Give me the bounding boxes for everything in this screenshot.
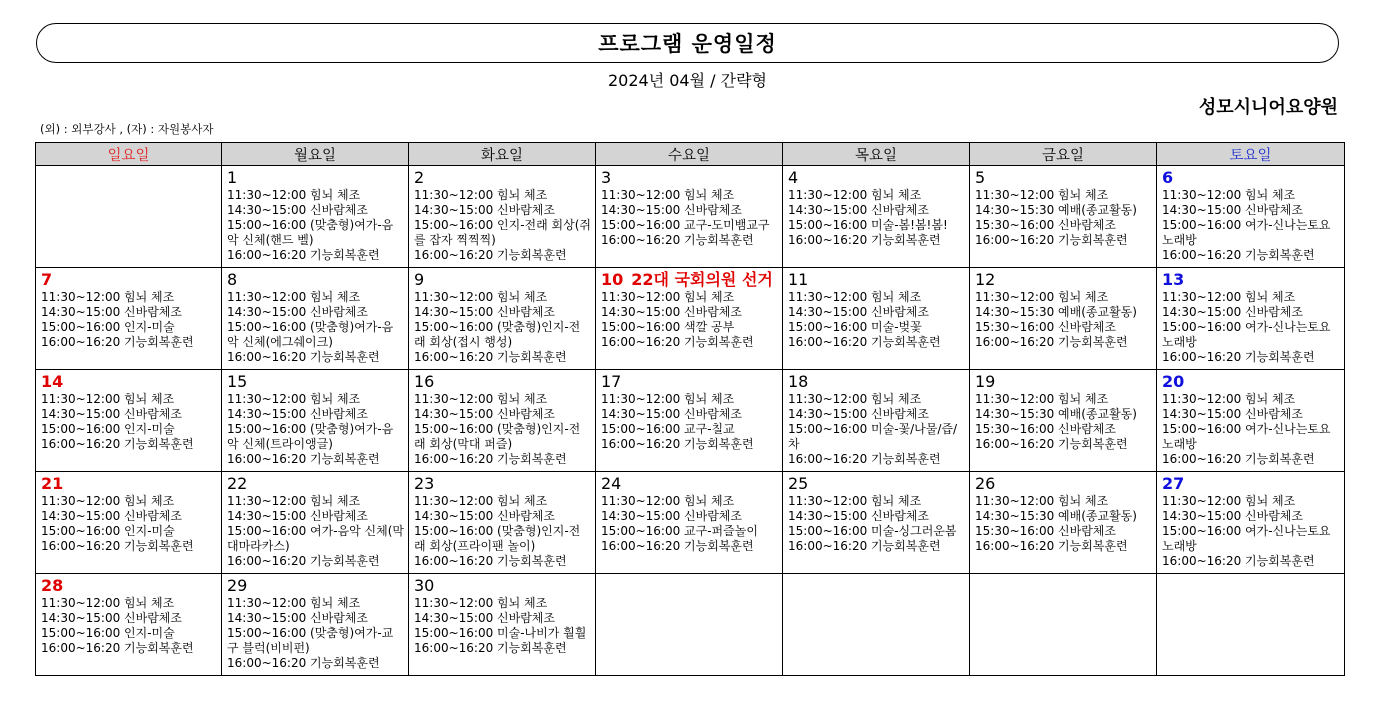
event-item: 14:30~15:00 신바람체조	[41, 305, 182, 319]
event-item: 16:00~16:20 기능회복훈련	[788, 539, 941, 553]
event-item: 14:30~15:00 신바람체조	[601, 407, 742, 421]
event-item: 14:30~15:30 예배(종교활동)	[975, 203, 1137, 217]
event-item: 14:30~15:30 예배(종교활동)	[975, 407, 1137, 421]
day-cell	[36, 166, 222, 268]
event-item: 16:00~16:20 기능회복훈련	[601, 539, 754, 553]
event-item: 14:30~15:00 신바람체조	[227, 407, 368, 421]
event-item: 11:30~12:00 힘뇌 체조	[414, 494, 548, 508]
day-number: 2	[414, 168, 425, 187]
event-item: 16:00~16:20 기능회복훈련	[41, 539, 194, 553]
event-item: 15:00~16:00 여가-신나는토요노래방	[1162, 218, 1331, 247]
event-item: 16:00~16:20 기능회복훈련	[227, 248, 380, 262]
event-item: 15:00~16:00 인지-미술	[41, 626, 175, 640]
event-item: 16:00~16:20 기능회복훈련	[975, 437, 1128, 451]
event-list	[227, 188, 404, 263]
event-item: 11:30~12:00 힘뇌 체조	[788, 392, 922, 406]
event-item: 15:00~16:00 교구-칠교	[601, 422, 735, 436]
day-number: 15	[227, 372, 248, 391]
event-item: 15:00~16:00 인지-미술	[41, 320, 175, 334]
event-item: 16:00~16:20 기능회복훈련	[1162, 452, 1315, 466]
event-list	[788, 494, 965, 554]
day-cell	[596, 574, 783, 676]
day-cell	[1157, 166, 1345, 268]
event-item: 14:30~15:00 신바람체조	[414, 305, 555, 319]
event-list	[1162, 188, 1340, 263]
day-cell	[596, 166, 783, 268]
event-list	[601, 290, 778, 350]
event-list	[41, 290, 217, 350]
event-item: 16:00~16:20 기능회복훈련	[41, 335, 194, 349]
day-cell	[596, 268, 783, 370]
day-cell	[783, 268, 970, 370]
event-item: 15:00~16:00 인지-미술	[41, 524, 175, 538]
weekday-header: 토요일	[1157, 143, 1345, 166]
day-number: 22	[227, 474, 248, 493]
event-list	[414, 494, 591, 569]
day-number: 18	[788, 372, 809, 391]
event-item: 11:30~12:00 힘뇌 체조	[601, 290, 735, 304]
day-cell	[36, 268, 222, 370]
day-number: 24	[601, 474, 622, 493]
event-item: 11:30~12:00 힘뇌 체조	[227, 188, 361, 202]
event-item: 16:00~16:20 기능회복훈련	[601, 233, 754, 247]
event-item: 15:00~16:00 미술-나비가 훨훨	[414, 626, 587, 640]
day-number: 28	[41, 576, 64, 595]
day-cell	[36, 574, 222, 676]
day-cell	[1157, 472, 1345, 574]
weekday-header: 목요일	[783, 143, 970, 166]
event-item: 16:00~16:20 기능회복훈련	[227, 452, 380, 466]
weekday-header-row	[36, 143, 1345, 166]
event-item: 14:30~15:00 신바람체조	[227, 203, 368, 217]
day-number: 10	[601, 270, 624, 289]
event-item: 15:00~16:00 교구-퍼즐놀이	[601, 524, 758, 538]
day-number: 17	[601, 372, 622, 391]
day-number: 1	[227, 168, 238, 187]
event-list	[227, 392, 404, 467]
event-item: 14:30~15:00 신바람체조	[788, 203, 929, 217]
event-list	[227, 596, 404, 671]
event-item: 14:30~15:00 신바람체조	[788, 509, 929, 523]
event-list	[414, 290, 591, 365]
event-item: 14:30~15:00 신바람체조	[414, 611, 555, 625]
event-item: 14:30~15:00 신바람체조	[41, 509, 182, 523]
day-cell	[409, 472, 596, 574]
day-cell	[1157, 574, 1345, 676]
event-item: 16:00~16:20 기능회복훈련	[788, 335, 941, 349]
day-cell	[970, 370, 1157, 472]
event-item: 15:30~16:00 신바람체조	[975, 524, 1116, 538]
day-cell	[596, 370, 783, 472]
event-item: 11:30~12:00 힘뇌 체조	[1162, 494, 1296, 508]
day-cell	[970, 166, 1157, 268]
day-cell	[409, 268, 596, 370]
event-item: 16:00~16:20 기능회복훈련	[788, 452, 941, 466]
event-item: 16:00~16:20 기능회복훈련	[975, 335, 1128, 349]
event-item: 11:30~12:00 힘뇌 체조	[601, 494, 735, 508]
day-cell	[222, 166, 409, 268]
event-list	[1162, 290, 1340, 365]
day-number: 11	[788, 270, 809, 289]
weekday-header: 금요일	[970, 143, 1157, 166]
week-row	[36, 472, 1345, 574]
event-list	[227, 494, 404, 569]
legend-note: (외) : 외부강사 , (자) : 자원봉사자	[40, 122, 214, 136]
day-cell	[222, 370, 409, 472]
event-item: 14:30~15:00 신바람체조	[601, 509, 742, 523]
week-row	[36, 370, 1345, 472]
day-cell	[1157, 268, 1345, 370]
event-list	[788, 392, 965, 467]
event-item: 11:30~12:00 힘뇌 체조	[227, 290, 361, 304]
weekday-header: 수요일	[596, 143, 783, 166]
event-item: 11:30~12:00 힘뇌 체조	[975, 392, 1109, 406]
day-cell	[1157, 370, 1345, 472]
event-list	[601, 494, 778, 554]
event-item: 11:30~12:00 힘뇌 체조	[601, 188, 735, 202]
day-number: 27	[1162, 474, 1185, 493]
day-number: 25	[788, 474, 809, 493]
event-item: 14:30~15:00 신바람체조	[788, 305, 929, 319]
event-item: 11:30~12:00 힘뇌 체조	[788, 188, 922, 202]
event-item: 14:30~15:30 예배(종교활동)	[975, 305, 1137, 319]
holiday-label: 22대 국회의원 선거	[631, 270, 773, 289]
event-item: 14:30~15:00 신바람체조	[227, 509, 368, 523]
event-item: 11:30~12:00 힘뇌 체조	[975, 290, 1109, 304]
day-number: 30	[414, 576, 435, 595]
event-list	[414, 392, 591, 467]
event-item: 16:00~16:20 기능회복훈련	[227, 350, 380, 364]
event-list	[227, 290, 404, 365]
day-number: 9	[414, 270, 425, 289]
event-item: 16:00~16:20 기능회복훈련	[227, 656, 380, 670]
event-item: 11:30~12:00 힘뇌 체조	[41, 494, 175, 508]
event-item: 15:00~16:00 미술-싱그러운봄	[788, 524, 957, 538]
event-item: 16:00~16:20 기능회복훈련	[41, 437, 194, 451]
day-number: 5	[975, 168, 986, 187]
event-item: 11:30~12:00 힘뇌 체조	[788, 494, 922, 508]
day-cell	[783, 370, 970, 472]
event-item: 14:30~15:00 신바람체조	[414, 407, 555, 421]
event-item: 11:30~12:00 힘뇌 체조	[1162, 290, 1296, 304]
event-item: 15:00~16:00 여가-음악 신체(막대마라카스)	[227, 524, 405, 553]
event-list	[1162, 494, 1340, 569]
event-list	[1162, 392, 1340, 467]
day-number: 13	[1162, 270, 1185, 289]
day-cell	[409, 370, 596, 472]
event-item: 14:30~15:00 신바람체조	[227, 305, 368, 319]
event-list	[975, 290, 1152, 350]
event-item: 11:30~12:00 힘뇌 체조	[414, 188, 548, 202]
day-number: 8	[227, 270, 238, 289]
event-list	[41, 494, 217, 554]
weekday-header: 화요일	[409, 143, 596, 166]
day-number: 16	[414, 372, 435, 391]
day-cell	[36, 370, 222, 472]
day-number: 29	[227, 576, 248, 595]
weekday-header: 월요일	[222, 143, 409, 166]
event-item: 11:30~12:00 힘뇌 체조	[41, 392, 175, 406]
day-cell	[970, 472, 1157, 574]
event-item: 16:00~16:20 기능회복훈련	[414, 452, 567, 466]
day-cell	[783, 166, 970, 268]
event-item: 15:00~16:00 (맞춤형)인지-전래 회상(막대 퍼즐)	[414, 422, 581, 451]
page-title: 프로그램 운영일정	[598, 32, 777, 56]
event-item: 14:30~15:00 신바람체조	[601, 203, 742, 217]
event-list	[414, 596, 591, 656]
event-item: 11:30~12:00 힘뇌 체조	[788, 290, 922, 304]
event-item: 16:00~16:20 기능회복훈련	[788, 233, 941, 247]
event-item: 14:30~15:00 신바람체조	[1162, 305, 1303, 319]
event-item: 16:00~16:20 기능회복훈련	[414, 554, 567, 568]
event-item: 15:00~16:00 인지-전래 회상(쥐를 잡자 찍찍찍)	[414, 218, 592, 247]
event-item: 15:00~16:00 인지-미술	[41, 422, 175, 436]
day-cell	[596, 472, 783, 574]
day-number: 20	[1162, 372, 1185, 391]
event-item: 11:30~12:00 힘뇌 체조	[227, 596, 361, 610]
event-item: 15:30~16:00 신바람체조	[975, 218, 1116, 232]
event-item: 16:00~16:20 기능회복훈련	[414, 248, 567, 262]
event-item: 16:00~16:20 기능회복훈련	[414, 641, 567, 655]
day-cell	[783, 472, 970, 574]
day-cell	[222, 268, 409, 370]
event-list	[601, 188, 778, 248]
day-number: 3	[601, 168, 612, 187]
event-item: 11:30~12:00 힘뇌 체조	[414, 290, 548, 304]
event-item: 15:00~16:00 미술-벚꽃	[788, 320, 922, 334]
event-item: 15:00~16:00 여가-신나는토요노래방	[1162, 524, 1331, 553]
day-cell	[970, 268, 1157, 370]
event-list	[601, 392, 778, 452]
event-item: 14:30~15:00 신바람체조	[788, 407, 929, 421]
event-item: 16:00~16:20 기능회복훈련	[601, 437, 754, 451]
event-item: 15:00~16:00 미술-봄!봄!봄!	[788, 218, 948, 232]
day-cell	[970, 574, 1157, 676]
calendar-table	[35, 142, 1345, 676]
event-item: 14:30~15:00 신바람체조	[227, 611, 368, 625]
day-number: 7	[41, 270, 53, 289]
event-list	[414, 188, 591, 263]
week-row	[36, 574, 1345, 676]
event-item: 16:00~16:20 기능회복훈련	[1162, 554, 1315, 568]
event-item: 16:00~16:20 기능회복훈련	[41, 641, 194, 655]
event-item: 15:30~16:00 신바람체조	[975, 320, 1116, 334]
event-item: 15:00~16:00 (맞춤형)여가-교구 블럭(비비펀)	[227, 626, 394, 655]
event-item: 11:30~12:00 힘뇌 체조	[41, 290, 175, 304]
event-list	[975, 188, 1152, 248]
event-item: 11:30~12:00 힘뇌 체조	[227, 494, 361, 508]
event-item: 14:30~15:00 신바람체조	[414, 203, 555, 217]
event-list	[788, 290, 965, 350]
event-item: 14:30~15:00 신바람체조	[1162, 509, 1303, 523]
day-cell	[222, 472, 409, 574]
event-item: 14:30~15:00 신바람체조	[414, 509, 555, 523]
day-number: 19	[975, 372, 996, 391]
day-number: 6	[1162, 168, 1174, 187]
day-cell	[409, 574, 596, 676]
day-cell	[36, 472, 222, 574]
day-cell	[783, 574, 970, 676]
event-list	[975, 494, 1152, 554]
event-item: 16:00~16:20 기능회복훈련	[227, 554, 380, 568]
event-item: 14:30~15:00 신바람체조	[1162, 203, 1303, 217]
event-item: 15:00~16:00 (맞춤형)여가-음악 신체(에그쉐이크)	[227, 320, 394, 349]
event-item: 15:00~16:00 여가-신나는토요노래방	[1162, 422, 1331, 451]
event-item: 15:00~16:00 (맞춤형)인지-전래 회상(접시 행성)	[414, 320, 581, 349]
event-item: 16:00~16:20 기능회복훈련	[975, 539, 1128, 553]
event-item: 11:30~12:00 힘뇌 체조	[1162, 392, 1296, 406]
calendar-body	[36, 166, 1345, 676]
event-item: 14:30~15:00 신바람체조	[1162, 407, 1303, 421]
title-banner	[36, 23, 1339, 63]
event-item: 11:30~12:00 힘뇌 체조	[41, 596, 175, 610]
event-list	[788, 188, 965, 248]
day-number: 23	[414, 474, 435, 493]
event-list	[41, 596, 217, 656]
event-item: 14:30~15:00 신바람체조	[601, 305, 742, 319]
week-row	[36, 268, 1345, 370]
event-item: 15:00~16:00 (맞춤형)여가-음악 신체(트라이앵글)	[227, 422, 394, 451]
day-cell	[409, 166, 596, 268]
event-item: 11:30~12:00 힘뇌 체조	[601, 392, 735, 406]
event-item: 11:30~12:00 힘뇌 체조	[975, 188, 1109, 202]
event-item: 15:30~16:00 신바람체조	[975, 422, 1116, 436]
event-item: 15:00~16:00 교구-도미뱀교구	[601, 218, 770, 232]
day-number: 14	[41, 372, 64, 391]
event-item: 15:00~16:00 (맞춤형)인지-전래 회상(프라이팬 놀이)	[414, 524, 581, 553]
event-item: 15:00~16:00 여가-신나는토요노래방	[1162, 320, 1331, 349]
event-item: 14:30~15:30 예배(종교활동)	[975, 509, 1137, 523]
day-cell	[222, 574, 409, 676]
event-item: 16:00~16:20 기능회복훈련	[601, 335, 754, 349]
day-number: 4	[788, 168, 799, 187]
event-item: 15:00~16:00 색깔 공부	[601, 320, 735, 334]
event-list	[41, 392, 217, 452]
event-item: 11:30~12:00 힘뇌 체조	[414, 596, 548, 610]
organization-name: 성모시니어요양원	[1198, 97, 1338, 118]
event-item: 11:30~12:00 힘뇌 체조	[227, 392, 361, 406]
event-item: 11:30~12:00 힘뇌 체조	[975, 494, 1109, 508]
weekday-header: 일요일	[36, 143, 222, 166]
event-item: 11:30~12:00 힘뇌 체조	[414, 392, 548, 406]
day-number: 26	[975, 474, 996, 493]
event-item: 16:00~16:20 기능회복훈련	[1162, 248, 1315, 262]
event-list	[975, 392, 1152, 452]
event-item: 16:00~16:20 기능회복훈련	[975, 233, 1128, 247]
event-item: 15:00~16:00 (맞춤형)여가-음악 신체(핸드 벨)	[227, 218, 394, 247]
event-item: 15:00~16:00 미술-꽃/나물/즙/차	[788, 422, 958, 451]
event-item: 14:30~15:00 신바람체조	[41, 407, 182, 421]
event-item: 16:00~16:20 기능회복훈련	[1162, 350, 1315, 364]
week-row	[36, 166, 1345, 268]
page-subtitle: 2024년 04월 / 간략형	[607, 71, 767, 90]
event-item: 16:00~16:20 기능회복훈련	[414, 350, 567, 364]
event-item: 14:30~15:00 신바람체조	[41, 611, 182, 625]
day-number: 21	[41, 474, 64, 493]
day-number: 12	[975, 270, 996, 289]
event-item: 11:30~12:00 힘뇌 체조	[1162, 188, 1296, 202]
